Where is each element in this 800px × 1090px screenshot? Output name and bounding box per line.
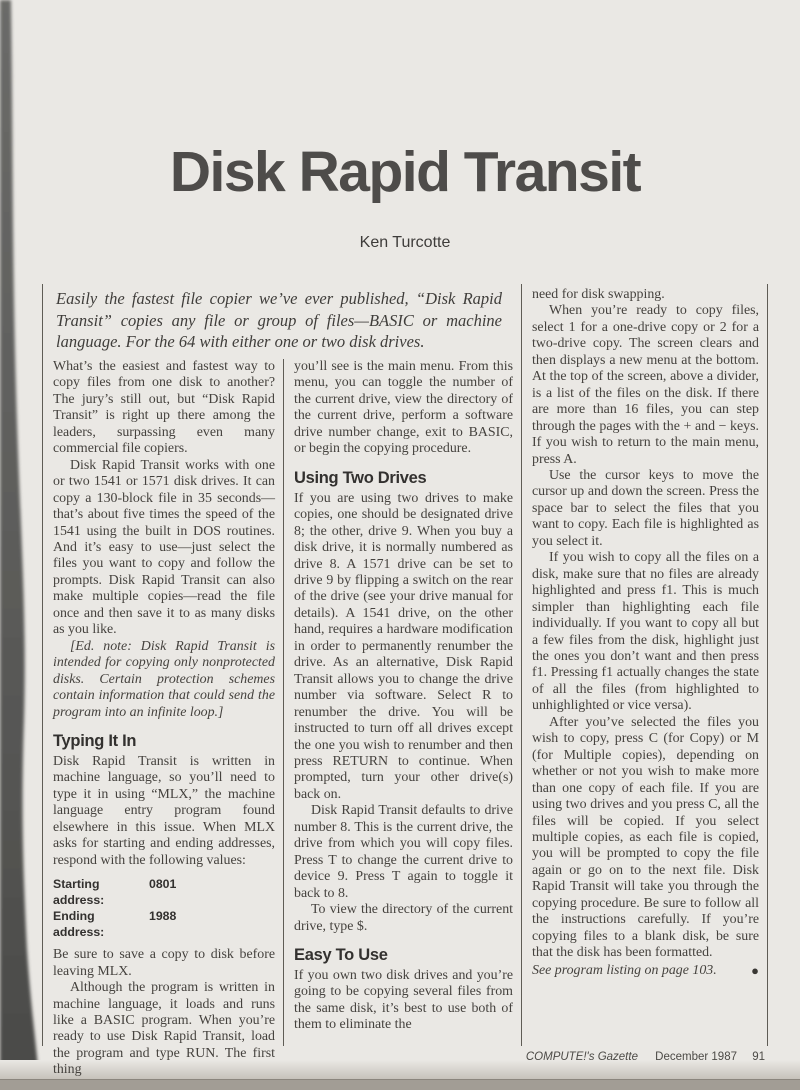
paragraph: Although the program is written in machine language, it loads and runs like a BASIC program. When you’re ready to use Disk Rapid Transit, load the program and type RUN. The first thing [53,980,275,1078]
column-rule-1-2 [283,359,284,1046]
section-heading-using-two-drives: Using Two Drives [294,468,427,487]
editor-note: [Ed. note: Disk Rapid Transit is intended for copying only nonprotected disks. Certain protection schemes contain information that could send the program into an infinite loop.] [53,638,275,720]
article-column-1 [53,359,275,1079]
paragraph: If you wish to copy all the files on a disk, make sure that no files are already highlighted and press f1. This is much simpler than highlighting each file individually. If you want to copy all but a few files from the disk, highlight just the ones you don’t want and then press f1. Pressing f1 actually changes the state of all the files (from highlighted to unhighlighted or vice versa). [532,550,759,714]
footer-magazine-name: COMPUTE!'s Gazette [525,1051,638,1063]
footer-issue-date: December 1987 [655,1051,737,1063]
page-footer [42,1051,765,1063]
address-label: Ending address: [53,909,105,940]
standfirst: Easily the fastest file copier we’ve ever published, “Disk Rapid Transit” copies any file or group of files—BASIC or machine language. For the 64 with either one or two disk drives. [56,289,502,352]
address-value: 0801 [149,877,177,892]
paragraph: Use the cursor keys to move the cursor up and down the screen. Press the space bar to select the files that you want to copy. Each file is highlighted as you select it. [532,467,759,549]
paragraph: If you are using two drives to make copies, one should be designated drive 8; the other, drive 9. When you buy a disk drive, it is normally numbered as drive 8. A 1571 drive can be set to drive 9 by flipping a switch on the rear of the drive (see your drive manual for details). A 1541 drive, on the other hand, requires a hardware modification in order to permanently renumber the drive. As an alternative, Disk Rapid Transit allows you to change the drive number via software. Select R to renumber the drive. You will be instructed to turn off all drives except the one you wish to renumber and then press RETURN to continue. When prompted, turn your other drive(s) back on. [294,490,513,802]
table-row [53,876,275,908]
end-of-article-icon: ● [751,962,759,978]
paragraph: Disk Rapid Transit works with one or two 1541 or 1571 disk drives. It can copy a 130-block file in 35 seconds—that’s about five times the speed of the 1541 using the built in DOS routines. And it’s easy to use—just select the files you want to copy and follow the prompts. Disk Rapid Transit can also make multiple copies—read the file once and then save it to as many disks as you like. [53,457,275,638]
page-title: Disk Rapid Transit [169,140,641,204]
column-rule-left [42,284,43,1046]
paragraph: What’s the easiest and fastest way to copy files from one disk to another? The jury’s still out, but “Disk Rapid Transit” is right up there among the leaders, surpassing even many commercial file copiers. [53,359,275,457]
section-heading-typing-it-in: Typing It In [53,731,137,750]
mlx-address-table [53,876,275,940]
program-listing-note [532,963,759,979]
section-heading-easy-to-use: Easy To Use [294,945,388,964]
column-rule-right [767,284,768,1046]
paragraph: Disk Rapid Transit defaults to drive number 8. This is the current drive, the drive from which you will copy files. Press T to change the current drive to device 9. Press T again to toggle it back to 8. [294,803,513,901]
address-value: 1988 [149,909,177,924]
footer-page-number: 91 [752,1051,765,1063]
bottom-scan-strip [0,1079,800,1090]
paragraph: Be sure to save a copy to disk before leaving MLX. [53,947,275,979]
paragraph: After you’ve selected the files you wish to copy, press C (for Copy) or M (for Multiple copies), depending on whether or not you wish to make more than one copy of each file. If you are using two drives and you press C, all the files will be copied. If you select multiple copies, as each file is copied, you will be prompted to copy the file again or go on to the next file. Disk Rapid Transit will take you through the copying procedure. Be sure to follow all the instructions carefully. If you’re copying files to a blank disk, be sure that the disk has been formatted. [532,714,759,961]
address-label: Starting address: [53,877,105,908]
paragraph: To view the directory of the current drive, type $. [294,902,513,934]
byline: Ken Turcotte [359,234,451,251]
paragraph: If you own two disk drives and you’re going to be copying several files from the same disk, it’s best to use both of them to eliminate the [294,967,513,1033]
table-row [53,908,275,940]
listing-note-text: See program listing on page 103. [532,962,717,978]
paragraph: When you’re ready to copy files, select 1 for a one-drive copy or 2 for a two-drive copy. The screen clears and then displays a new menu at the bottom. At the top of the screen, above a divider, is a list of the files on the disk. If there are more than 16 files, you can step through the pages with the + and − keys. If you wish to return to the main menu, press A. [532,303,759,467]
paragraph: you’ll see is the main menu. From this menu, you can toggle the number of the current drive, view the directory of the current drive, perform a software drive number change, exit to BASIC, or begin the copying procedure. [294,359,513,457]
article-column-2 [294,359,513,1034]
paragraph: need for disk swapping. [532,287,665,302]
paragraph: Disk Rapid Transit is written in machine language, so you’ll need to type it in using “MLX,” the machine language entry program found elsewhere in this issue. When MLX asks for starting and ending addresses, respond with the following values: [53,753,275,868]
column-rule-2-3 [521,284,522,1046]
article-column-3 [532,287,759,979]
